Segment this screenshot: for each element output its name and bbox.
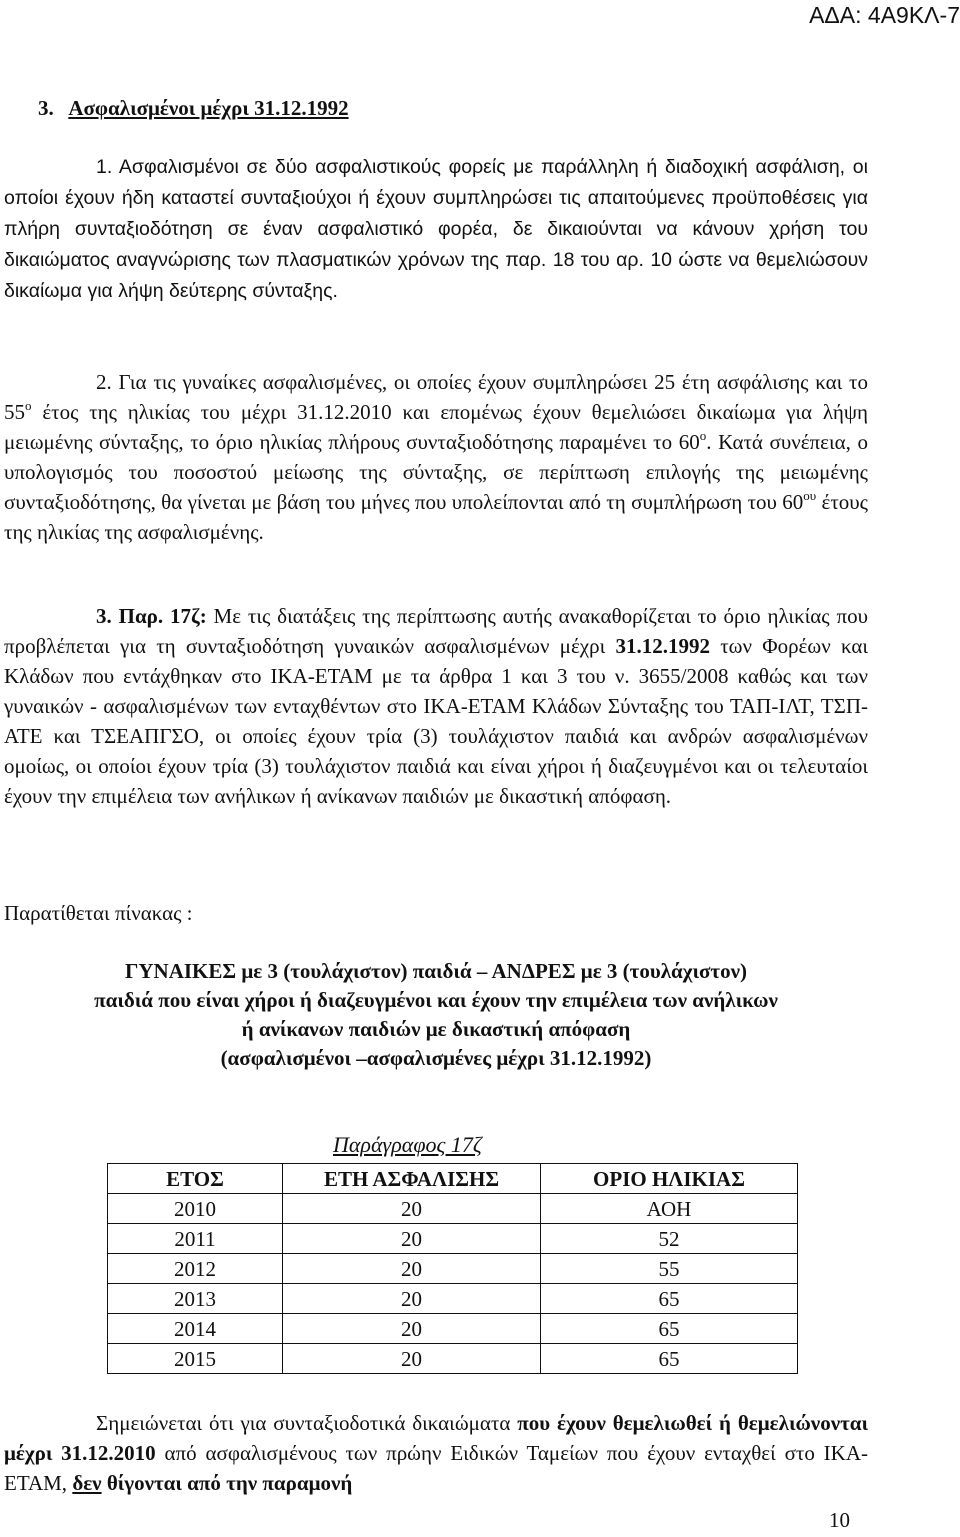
paragraph-3-date: 31.12.1992 xyxy=(615,634,710,658)
paragraph-3: 3. Παρ. 17ζ: Με τις διατάξεις της περίπτωσης αυτής ανακαθορίζεται το όριο ηλικίας που προβλέπεται για τη συνταξιοδότηση γυναικών ασφαλισμένων μέχρι 31.12.1992 των Φορέων και Κλάδων που εντάχθηκαν στο ΙΚΑ-ΕΤΑΜ με τα άρθρα 1 και 3 του ν. 3655/2008 καθώς και των γυναικών - ασφαλισμένων των ενταχθέντων στο ΙΚΑ-ΕΤΑΜ Κλάδων Σύνταξης του ΤΑΠ-ΙΛΤ, ΤΣΠ-ΑΤΕ και ΤΣΕΑΠΓΣΟ, οι οποίες έχουν τρία (3) τουλάχιστον παιδιά και ανδρών ασφαλισμένων ομοίως, οι οποίοι έχουν τρία (3) τουλάχιστον παιδιά και είναι χήροι ή διαζευγμένοι και οι τελευταίοι έχουν την επιμέλεια των ανήλικων ή ανίκανων παιδιών με δικαστική απόφαση. xyxy=(4,604,868,808)
col-header-insurance-years: ΕΤΗ ΑΣΦΑΛΙΣΗΣ xyxy=(283,1164,541,1194)
col-header-age-limit: ΟΡΙΟ ΗΛΙΚΙΑΣ xyxy=(541,1164,798,1194)
table-title: ΓΥΝΑΙΚΕΣ με 3 (τουλάχιστον) παιδιά – ΑΝΔΡΕΣ με 3 (τουλάχιστον) παιδιά που είναι χήροι ή διαζευγμένοι και έχουν την επιμέλεια των ανήλικων ή ανίκανων παιδιών με δικαστική απόφαση (ασφαλισμένοι –ασφαλισμένες μέχρι 31.12.1992) xyxy=(94,959,778,1070)
ada-code: ΑΔΑ: 4Α9ΚΛ-7 xyxy=(809,2,960,28)
table-row: 2013 20 65 xyxy=(108,1284,798,1314)
age-limit-table xyxy=(107,1163,798,1374)
section-heading xyxy=(38,96,349,121)
table-row: 2012 20 55 xyxy=(108,1254,798,1284)
table-row: 2014 20 65 xyxy=(108,1314,798,1344)
col-header-year: ΕΤΟΣ xyxy=(108,1164,283,1194)
attached-label: Παρατίθεται πίνακας : xyxy=(4,901,193,925)
paragraph-3-lead: 3. Παρ. 17ζ: xyxy=(96,604,207,628)
page-number: 10 xyxy=(829,1508,850,1532)
table-row: 2015 20 65 xyxy=(108,1344,798,1374)
section-number: 3. xyxy=(38,96,54,120)
table-row: 2010 20 ΑΟΗ xyxy=(108,1194,798,1224)
table-caption: Παράγραφος 17ζ xyxy=(333,1132,482,1157)
table-header-row xyxy=(108,1164,798,1194)
paragraph-1: 1. Ασφαλισμένοι σε δύο ασφαλιστικούς φορείς με παράλληλη ή διαδοχική ασφάλιση, οι οποίοι έχουν ήδη καταστεί συνταξιούχοι ή έχουν συμπληρώσει τις απαιτούμενες προϋποθέσεις για πλήρη συνταξιοδότηση σε έναν ασφαλιστικό φορέα, δε δικαιούνται να κάνουν χρήση του δικαιώματος αναγνώρισης των πλασματικών χρόνων της παρ. 18 του αρ. 10 ώστε να θεμελιώσουν δικαίωμα για λήψη δεύτερης σύνταξης. xyxy=(4,156,868,302)
paragraph-2: 2. Για τις γυναίκες ασφαλισμένες, οι οποίες έχουν συμπληρώσει 25 έτη ασφάλισης και το $55^o$ έτος της ηλικίας του μέχρι 31.12.2010 και επομένως έχουν θεμελιώσει δικαίωμα για λήψη μειωμένης σύνταξης, το όριο ηλικίας πλήρους συνταξιοδότησης παραμένει το $60^o$. Κατά συνέπεια, ο υπολογισμός του ποσοστού μείωσης της σύνταξης, σε περίπτωση επιλογής της μειωμένης συνταξιοδότησης, θα γίνεται με βάση του μήνες που υπολείπονται από τη συμπλήρωση του $60^{o\upsilon}$ έτους της ηλικίας της ασφαλισμένης. xyxy=(4,370,869,544)
section-title: Ασφαλισμένοι μέχρι 31.12.1992 xyxy=(68,96,349,120)
note-paragraph: Σημειώνεται ότι για συνταξιοδοτικά δικαιώματα που έχουν θεμελιωθεί ή θεμελιώνονται μέχρι 31.12.2010 από ασφαλισμένους των πρώην Ειδικών Ταμείων που έχουν ενταχθεί στο ΙΚΑ-ΕΤΑΜ, δεν θίγονται από την παραμονή xyxy=(4,1411,869,1495)
table-row: 2011 20 52 xyxy=(108,1224,798,1254)
